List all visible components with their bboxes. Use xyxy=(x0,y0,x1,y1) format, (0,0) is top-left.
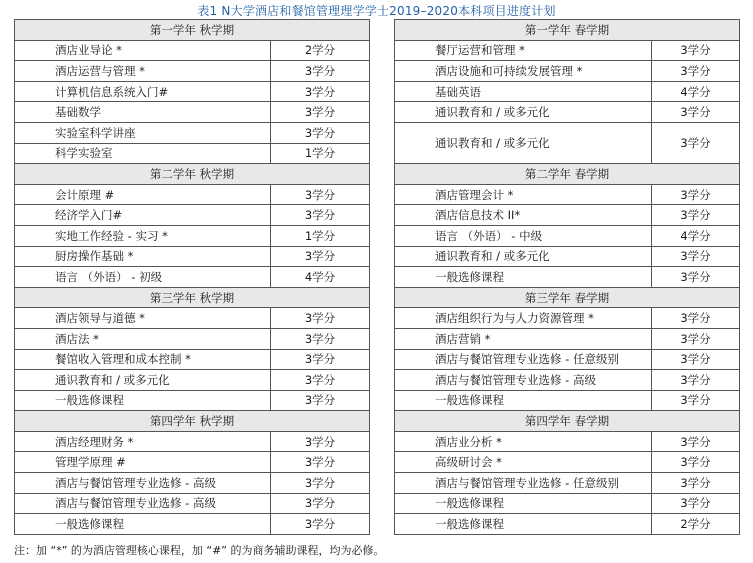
term-header-row xyxy=(395,20,740,41)
course-credit: 3学分 xyxy=(271,122,370,143)
course-name: 酒店信息技术 II* xyxy=(395,205,652,226)
course-name: 会计原理 # xyxy=(15,184,271,205)
course-name: 通识教育和 / 或多元化 xyxy=(15,370,271,391)
term-header: 第四学年 秋学期 xyxy=(15,411,370,432)
course-row xyxy=(15,493,370,514)
course-name: 一般选修课程 xyxy=(15,514,271,535)
course-credit: 3学分 xyxy=(271,514,370,535)
course-name: 一般选修课程 xyxy=(395,493,652,514)
course-row xyxy=(395,267,740,288)
course-credit: 3学分 xyxy=(652,328,740,349)
course-row xyxy=(15,143,370,164)
course-credit: 3学分 xyxy=(652,267,740,288)
course-name: 餐馆收入管理和成本控制 * xyxy=(15,349,271,370)
course-credit: 3学分 xyxy=(271,308,370,329)
course-row xyxy=(395,81,740,102)
course-credit: 3学分 xyxy=(271,246,370,267)
course-name: 厨房操作基础 * xyxy=(15,246,271,267)
course-row xyxy=(395,40,740,61)
course-name: 酒店与餐馆管理专业选修 - 任意级别 xyxy=(395,473,652,494)
course-credit: 3学分 xyxy=(271,431,370,452)
course-row xyxy=(15,81,370,102)
course-row xyxy=(15,267,370,288)
term-header: 第一学年 秋学期 xyxy=(15,20,370,41)
course-row xyxy=(395,390,740,411)
term-header-row xyxy=(15,287,370,308)
course-name: 酒店与餐馆管理专业选修 - 高级 xyxy=(395,370,652,391)
course-credit: 3学分 xyxy=(652,122,740,163)
course-credit: 3学分 xyxy=(271,493,370,514)
course-row xyxy=(15,349,370,370)
table-title: 表1 N大学酒店和餐馆管理理学学士2019–2020本科项目进度计划 xyxy=(197,4,556,18)
course-row xyxy=(15,225,370,246)
course-row xyxy=(15,122,370,143)
course-credit: 3学分 xyxy=(652,40,740,61)
course-name: 一般选修课程 xyxy=(15,390,271,411)
course-credit: 3学分 xyxy=(271,390,370,411)
course-row xyxy=(395,473,740,494)
course-row xyxy=(15,328,370,349)
course-name: 酒店与餐馆管理专业选修 - 高级 xyxy=(15,473,271,494)
course-name: 语言 （外语） - 中级 xyxy=(395,225,652,246)
course-name: 酒店业导论 * xyxy=(15,40,271,61)
course-credit: 3学分 xyxy=(271,81,370,102)
course-credit: 3学分 xyxy=(652,184,740,205)
course-name: 酒店业分析 * xyxy=(395,431,652,452)
course-row xyxy=(15,205,370,226)
term-header-row xyxy=(15,164,370,185)
course-name: 基础英语 xyxy=(395,81,652,102)
course-row xyxy=(395,61,740,82)
course-row xyxy=(395,514,740,535)
term-header: 第三学年 春学期 xyxy=(395,287,740,308)
course-credit: 3学分 xyxy=(271,61,370,82)
course-credit: 4学分 xyxy=(652,225,740,246)
course-credit: 3学分 xyxy=(652,452,740,473)
course-row xyxy=(15,246,370,267)
course-credit: 4学分 xyxy=(271,267,370,288)
course-name: 酒店营销 * xyxy=(395,328,652,349)
course-name: 管理学原理 # xyxy=(15,452,271,473)
course-credit: 3学分 xyxy=(652,431,740,452)
course-credit: 3学分 xyxy=(652,349,740,370)
course-credit: 3学分 xyxy=(271,102,370,123)
course-name: 酒店法 * xyxy=(15,328,271,349)
term-header: 第三学年 秋学期 xyxy=(15,287,370,308)
course-row xyxy=(15,514,370,535)
course-name: 一般选修课程 xyxy=(395,514,652,535)
course-row xyxy=(395,225,740,246)
course-row xyxy=(395,184,740,205)
course-credit: 3学分 xyxy=(271,452,370,473)
term-header-row xyxy=(15,411,370,432)
course-row xyxy=(395,122,740,163)
course-row xyxy=(395,308,740,329)
course-row xyxy=(395,328,740,349)
term-header-row xyxy=(395,287,740,308)
course-credit: 3学分 xyxy=(271,370,370,391)
course-row xyxy=(15,452,370,473)
course-row xyxy=(395,102,740,123)
term-header-row xyxy=(395,411,740,432)
course-row xyxy=(395,431,740,452)
course-row xyxy=(15,473,370,494)
course-credit: 3学分 xyxy=(652,246,740,267)
course-row xyxy=(395,246,740,267)
course-row xyxy=(395,205,740,226)
course-row xyxy=(15,184,370,205)
course-credit: 3学分 xyxy=(652,102,740,123)
course-name: 通识教育和 / 或多元化 xyxy=(395,122,652,163)
term-header: 第四学年 春学期 xyxy=(395,411,740,432)
course-name: 酒店经理财务 * xyxy=(15,431,271,452)
course-credit: 1学分 xyxy=(271,225,370,246)
course-row xyxy=(395,349,740,370)
course-name: 酒店管理会计 * xyxy=(395,184,652,205)
course-credit: 3学分 xyxy=(271,328,370,349)
course-credit: 3学分 xyxy=(652,390,740,411)
course-credit: 2学分 xyxy=(271,40,370,61)
course-row xyxy=(395,493,740,514)
course-name: 餐厅运营和管理 * xyxy=(395,40,652,61)
course-name: 高级研讨会 * xyxy=(395,452,652,473)
course-name: 实验室科学讲座 xyxy=(15,122,271,143)
course-row xyxy=(15,40,370,61)
course-credit: 2学分 xyxy=(652,514,740,535)
course-row xyxy=(15,61,370,82)
course-row xyxy=(15,308,370,329)
course-credit: 4学分 xyxy=(652,81,740,102)
course-row xyxy=(395,370,740,391)
course-credit: 3学分 xyxy=(652,473,740,494)
course-name: 酒店领导与道德 * xyxy=(15,308,271,329)
course-name: 通识教育和 / 或多元化 xyxy=(395,246,652,267)
term-header: 第一学年 春学期 xyxy=(395,20,740,41)
footnote: 注：加 “*” 的为酒店管理核心课程，加 “#” 的为商务辅助课程，均为必修。 xyxy=(14,544,385,557)
course-name: 语言 （外语） - 初级 xyxy=(15,267,271,288)
course-row xyxy=(15,431,370,452)
course-credit: 1学分 xyxy=(271,143,370,164)
course-credit: 3学分 xyxy=(652,493,740,514)
term-header: 第二学年 春学期 xyxy=(395,164,740,185)
course-credit: 3学分 xyxy=(652,61,740,82)
course-credit: 3学分 xyxy=(271,473,370,494)
spring-semester-table xyxy=(394,19,740,535)
course-name: 酒店与餐馆管理专业选修 - 高级 xyxy=(15,493,271,514)
term-header: 第二学年 秋学期 xyxy=(15,164,370,185)
course-credit: 3学分 xyxy=(271,349,370,370)
course-credit: 3学分 xyxy=(652,205,740,226)
course-name: 基础数学 xyxy=(15,102,271,123)
course-name: 酒店与餐馆管理专业选修 - 任意级别 xyxy=(395,349,652,370)
course-name: 一般选修课程 xyxy=(395,390,652,411)
course-credit: 3学分 xyxy=(652,370,740,391)
course-credit: 3学分 xyxy=(652,308,740,329)
term-header-row xyxy=(395,164,740,185)
course-name: 一般选修课程 xyxy=(395,267,652,288)
course-credit: 3学分 xyxy=(271,205,370,226)
course-row xyxy=(395,452,740,473)
course-name: 计算机信息系统入门# xyxy=(15,81,271,102)
course-row xyxy=(15,390,370,411)
course-row xyxy=(15,370,370,391)
course-credit: 3学分 xyxy=(271,184,370,205)
course-name: 科学实验室 xyxy=(15,143,271,164)
course-name: 实地工作经验 - 实习 * xyxy=(15,225,271,246)
course-name: 酒店设施和可持续发展管理 * xyxy=(395,61,652,82)
course-name: 酒店组织行为与人力资源管理 * xyxy=(395,308,652,329)
fall-semester-table xyxy=(14,19,370,535)
course-name: 酒店运营与管理 * xyxy=(15,61,271,82)
course-row xyxy=(15,102,370,123)
course-name: 通识教育和 / 或多元化 xyxy=(395,102,652,123)
course-name: 经济学入门# xyxy=(15,205,271,226)
term-header-row xyxy=(15,20,370,41)
